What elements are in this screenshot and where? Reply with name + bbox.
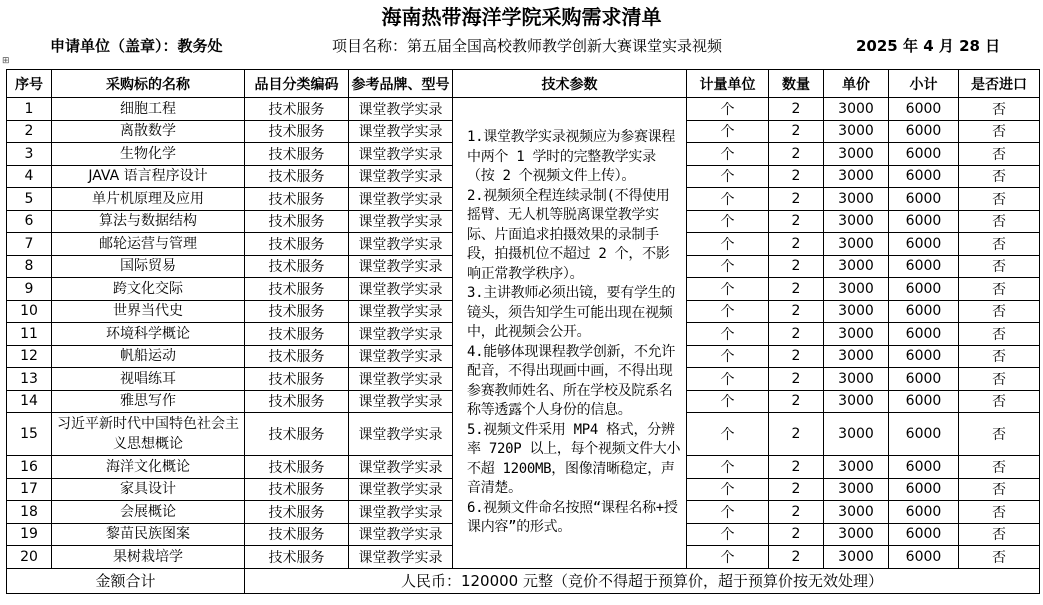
col-no: 序号 — [7, 70, 52, 98]
row-brand: 课堂教学实录 — [349, 478, 453, 501]
row-imported: 否 — [959, 456, 1040, 479]
row-price: 3000 — [824, 255, 889, 278]
row-unit: 个 — [687, 523, 769, 546]
spec-item: 4.能够体现课程教学创新，不允许配音，不得出现画中画，不得出现参赛教师姓名、所在学校及院系名称等透露个人身份的信息。 — [467, 343, 676, 418]
row-name: JAVA 语言程序设计 — [52, 165, 245, 188]
row-category: 技术服务 — [245, 523, 349, 546]
row-qty: 2 — [769, 413, 824, 456]
row-category: 技术服务 — [245, 255, 349, 278]
row-brand: 课堂教学实录 — [349, 98, 453, 121]
row-brand: 课堂教学实录 — [349, 368, 453, 391]
row-imported: 否 — [959, 546, 1040, 569]
row-unit: 个 — [687, 413, 769, 456]
row-category: 技术服务 — [245, 345, 349, 368]
row-no: 20 — [7, 546, 52, 569]
row-qty: 2 — [769, 278, 824, 301]
row-brand: 课堂教学实录 — [349, 188, 453, 211]
row-category: 技术服务 — [245, 501, 349, 524]
row-price: 3000 — [824, 278, 889, 301]
row-imported: 否 — [959, 368, 1040, 391]
row-no: 5 — [7, 188, 52, 211]
row-brand: 课堂教学实录 — [349, 120, 453, 143]
row-qty: 2 — [769, 98, 824, 121]
row-no: 1 — [7, 98, 52, 121]
total-value: 人民币：120000 元整（竞价不得超于预算价，超于预算价按无效处理） — [245, 568, 1040, 593]
row-qty: 2 — [769, 501, 824, 524]
row-name: 黎苗民族图案 — [52, 523, 245, 546]
row-subtotal: 6000 — [889, 255, 959, 278]
row-price: 3000 — [824, 210, 889, 233]
row-price: 3000 — [824, 188, 889, 211]
row-name: 单片机原理及应用 — [52, 188, 245, 211]
row-price: 3000 — [824, 456, 889, 479]
row-no: 7 — [7, 233, 52, 256]
row-unit: 个 — [687, 255, 769, 278]
row-subtotal: 6000 — [889, 368, 959, 391]
row-name: 跨文化交际 — [52, 278, 245, 301]
row-subtotal: 6000 — [889, 501, 959, 524]
row-no: 2 — [7, 120, 52, 143]
row-name: 邮轮运营与管理 — [52, 233, 245, 256]
row-category: 技术服务 — [245, 98, 349, 121]
row-no: 17 — [7, 478, 52, 501]
row-no: 8 — [7, 255, 52, 278]
spec-item: 1.课堂教学实录视频应为参赛课程中两个 1 学时的完整教学实录（按 2 个视频文件上传）。 — [467, 129, 676, 184]
row-unit: 个 — [687, 368, 769, 391]
row-subtotal: 6000 — [889, 278, 959, 301]
row-brand: 课堂教学实录 — [349, 456, 453, 479]
row-brand: 课堂教学实录 — [349, 501, 453, 524]
row-subtotal: 6000 — [889, 300, 959, 323]
row-brand: 课堂教学实录 — [349, 255, 453, 278]
row-brand: 课堂教学实录 — [349, 165, 453, 188]
row-imported: 否 — [959, 278, 1040, 301]
row-category: 技术服务 — [245, 390, 349, 413]
row-qty: 2 — [769, 210, 824, 233]
row-price: 3000 — [824, 143, 889, 166]
row-price: 3000 — [824, 98, 889, 121]
row-qty: 2 — [769, 523, 824, 546]
row-category: 技术服务 — [245, 478, 349, 501]
row-price: 3000 — [824, 546, 889, 569]
row-brand: 课堂教学实录 — [349, 413, 453, 456]
row-qty: 2 — [769, 390, 824, 413]
row-imported: 否 — [959, 188, 1040, 211]
row-qty: 2 — [769, 233, 824, 256]
row-category: 技术服务 — [245, 233, 349, 256]
row-category: 技术服务 — [245, 120, 349, 143]
row-price: 3000 — [824, 390, 889, 413]
row-no: 10 — [7, 300, 52, 323]
spec-item: 3.主讲教师必须出镜，要有学生的镜头，须告知学生可能出现在视频中，此视频会公开。 — [467, 285, 676, 340]
row-name: 生物化学 — [52, 143, 245, 166]
row-qty: 2 — [769, 323, 824, 346]
col-qty: 数量 — [769, 70, 824, 98]
row-subtotal: 6000 — [889, 233, 959, 256]
row-qty: 2 — [769, 165, 824, 188]
spec-item: 5.视频文件采用 MP4 格式，分辨率 720P 以上，每个视频文件大小不超 1200MB，图像清晰稳定，声音清楚。 — [467, 421, 681, 496]
row-category: 技术服务 — [245, 188, 349, 211]
row-qty: 2 — [769, 345, 824, 368]
row-subtotal: 6000 — [889, 323, 959, 346]
project-name: 项目名称：第五届全国高校教师教学创新大赛课堂实录视频 — [332, 37, 723, 55]
row-subtotal: 6000 — [889, 210, 959, 233]
row-subtotal: 6000 — [889, 143, 959, 166]
row-subtotal: 6000 — [889, 413, 959, 456]
col-imported: 是否进口 — [959, 70, 1040, 98]
row-brand: 课堂教学实录 — [349, 278, 453, 301]
col-unit: 计量单位 — [687, 70, 769, 98]
total-row — [7, 568, 1040, 593]
row-name: 环境科学概论 — [52, 323, 245, 346]
row-price: 3000 — [824, 523, 889, 546]
row-category: 技术服务 — [245, 456, 349, 479]
row-unit: 个 — [687, 323, 769, 346]
row-brand: 课堂教学实录 — [349, 523, 453, 546]
row-qty: 2 — [769, 456, 824, 479]
document-date: 2025 年 4 月 28 日 — [856, 37, 1001, 55]
row-name: 会展概论 — [52, 501, 245, 524]
row-category: 技术服务 — [245, 143, 349, 166]
row-unit: 个 — [687, 98, 769, 121]
row-imported: 否 — [959, 413, 1040, 456]
row-imported: 否 — [959, 233, 1040, 256]
row-qty: 2 — [769, 255, 824, 278]
row-name: 习近平新时代中国特色社会主义思想概论 — [52, 413, 245, 456]
row-category: 技术服务 — [245, 278, 349, 301]
row-category: 技术服务 — [245, 323, 349, 346]
row-unit: 个 — [687, 233, 769, 256]
row-qty: 2 — [769, 188, 824, 211]
row-no: 11 — [7, 323, 52, 346]
row-name: 视唱练耳 — [52, 368, 245, 391]
col-subtotal: 小计 — [889, 70, 959, 98]
row-unit: 个 — [687, 390, 769, 413]
row-price: 3000 — [824, 501, 889, 524]
row-brand: 课堂教学实录 — [349, 546, 453, 569]
row-price: 3000 — [824, 478, 889, 501]
row-unit: 个 — [687, 546, 769, 569]
row-unit: 个 — [687, 278, 769, 301]
spec-item: 2.视频须全程连续录制(不得使用摇臂、无人机等脱离课堂教学实际、片面追求拍摄效果的录制手段，拍摄机位不超过 2 个，不影响正常教学秩序）。 — [467, 187, 670, 282]
page-title: 海南热带海洋学院采购需求清单 — [381, 5, 662, 29]
row-category: 技术服务 — [245, 368, 349, 391]
procurement-table — [6, 69, 1040, 594]
row-no: 15 — [7, 413, 52, 456]
row-name: 果树栽培学 — [52, 546, 245, 569]
row-qty: 2 — [769, 143, 824, 166]
total-label: 金额合计 — [7, 568, 245, 593]
row-imported: 否 — [959, 390, 1040, 413]
row-price: 3000 — [824, 120, 889, 143]
row-imported: 否 — [959, 523, 1040, 546]
row-qty: 2 — [769, 478, 824, 501]
row-subtotal: 6000 — [889, 188, 959, 211]
row-price: 3000 — [824, 413, 889, 456]
row-price: 3000 — [824, 165, 889, 188]
row-name: 雅思写作 — [52, 390, 245, 413]
row-price: 3000 — [824, 345, 889, 368]
row-imported: 否 — [959, 143, 1040, 166]
row-no: 13 — [7, 368, 52, 391]
row-unit: 个 — [687, 300, 769, 323]
row-unit: 个 — [687, 345, 769, 368]
row-brand: 课堂教学实录 — [349, 390, 453, 413]
spec-item: 6.视频文件命名按照“课程名称+授课内容”的形式。 — [467, 499, 678, 535]
row-brand: 课堂教学实录 — [349, 300, 453, 323]
row-no: 19 — [7, 523, 52, 546]
row-no: 16 — [7, 456, 52, 479]
row-qty: 2 — [769, 368, 824, 391]
row-qty: 2 — [769, 300, 824, 323]
row-no: 3 — [7, 143, 52, 166]
col-brand: 参考品牌、型号 — [349, 70, 453, 98]
row-no: 9 — [7, 278, 52, 301]
row-unit: 个 — [687, 165, 769, 188]
row-subtotal: 6000 — [889, 98, 959, 121]
row-imported: 否 — [959, 165, 1040, 188]
row-price: 3000 — [824, 323, 889, 346]
row-name: 世界当代史 — [52, 300, 245, 323]
row-subtotal: 6000 — [889, 478, 959, 501]
row-unit: 个 — [687, 120, 769, 143]
row-no: 14 — [7, 390, 52, 413]
row-category: 技术服务 — [245, 165, 349, 188]
row-qty: 2 — [769, 120, 824, 143]
row-qty: 2 — [769, 546, 824, 569]
row-name: 海洋文化概论 — [52, 456, 245, 479]
table-row — [7, 98, 1040, 121]
row-imported: 否 — [959, 478, 1040, 501]
row-imported: 否 — [959, 120, 1040, 143]
row-name: 帆船运动 — [52, 345, 245, 368]
row-brand: 课堂教学实录 — [349, 323, 453, 346]
row-imported: 否 — [959, 501, 1040, 524]
row-price: 3000 — [824, 233, 889, 256]
row-brand: 课堂教学实录 — [349, 345, 453, 368]
applicant-unit: 申请单位（盖章）：教务处 — [50, 37, 223, 55]
row-brand: 课堂教学实录 — [349, 233, 453, 256]
row-subtotal: 6000 — [889, 390, 959, 413]
row-price: 3000 — [824, 300, 889, 323]
row-subtotal: 6000 — [889, 345, 959, 368]
table-header-row — [7, 70, 1040, 98]
row-no: 12 — [7, 345, 52, 368]
col-name: 采购标的名称 — [52, 70, 245, 98]
row-price: 3000 — [824, 368, 889, 391]
row-no: 6 — [7, 210, 52, 233]
row-unit: 个 — [687, 456, 769, 479]
row-imported: 否 — [959, 345, 1040, 368]
row-imported: 否 — [959, 255, 1040, 278]
row-unit: 个 — [687, 188, 769, 211]
row-category: 技术服务 — [245, 210, 349, 233]
row-unit: 个 — [687, 210, 769, 233]
row-name: 细胞工程 — [52, 98, 245, 121]
technical-specs — [453, 98, 687, 569]
row-imported: 否 — [959, 210, 1040, 233]
row-unit: 个 — [687, 143, 769, 166]
row-brand: 课堂教学实录 — [349, 143, 453, 166]
row-subtotal: 6000 — [889, 120, 959, 143]
row-unit: 个 — [687, 501, 769, 524]
row-category: 技术服务 — [245, 546, 349, 569]
row-imported: 否 — [959, 300, 1040, 323]
row-subtotal: 6000 — [889, 456, 959, 479]
row-name: 家具设计 — [52, 478, 245, 501]
row-brand: 课堂教学实录 — [349, 210, 453, 233]
table-anchor-icon: ⊞ — [2, 56, 10, 66]
col-category: 品目分类编码 — [245, 70, 349, 98]
row-subtotal: 6000 — [889, 165, 959, 188]
row-imported: 否 — [959, 98, 1040, 121]
row-no: 18 — [7, 501, 52, 524]
col-price: 单价 — [824, 70, 889, 98]
col-specs: 技术参数 — [453, 70, 687, 98]
row-category: 技术服务 — [245, 300, 349, 323]
row-imported: 否 — [959, 323, 1040, 346]
row-category: 技术服务 — [245, 413, 349, 456]
row-name: 国际贸易 — [52, 255, 245, 278]
row-no: 4 — [7, 165, 52, 188]
row-unit: 个 — [687, 478, 769, 501]
row-subtotal: 6000 — [889, 546, 959, 569]
row-subtotal: 6000 — [889, 523, 959, 546]
row-name: 离散数学 — [52, 120, 245, 143]
row-name: 算法与数据结构 — [52, 210, 245, 233]
